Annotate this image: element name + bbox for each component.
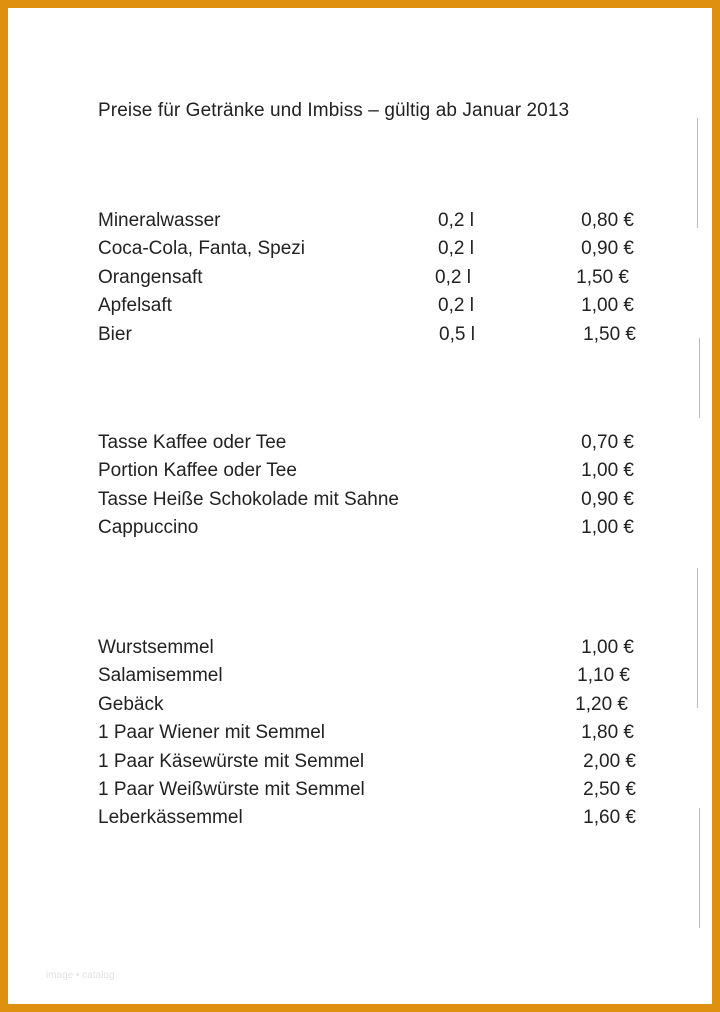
price-row (98, 517, 658, 545)
item-size: 0,2 l (438, 210, 474, 231)
item-name: Portion Kaffee oder Tee (98, 460, 297, 482)
item-name: Coca-Cola, Fanta, Spezi (98, 238, 305, 260)
item-name: Mineralwasser (98, 210, 221, 231)
item-name: Gebäck (98, 693, 164, 715)
item-price: 0,90 € (581, 238, 634, 260)
hot-drinks-section (98, 432, 658, 546)
item-name: Cappuccino (98, 517, 199, 539)
scan-edge-mark (699, 808, 700, 928)
item-price: 0,70 € (581, 432, 634, 453)
item-price: 1,60 € (583, 807, 636, 829)
price-row (98, 267, 658, 295)
scan-edge-mark (699, 338, 700, 418)
item-price: 2,00 € (583, 750, 636, 772)
item-name: 1 Paar Weißwürste mit Semmel (98, 778, 365, 800)
price-row (98, 751, 658, 779)
watermark: image • catalog (46, 970, 115, 981)
price-row (98, 779, 658, 807)
price-row (98, 432, 658, 460)
item-size: 0,2 l (435, 266, 471, 288)
price-row (98, 324, 658, 352)
item-price: 0,90 € (581, 488, 634, 510)
item-price: 0,80 € (581, 210, 634, 231)
price-row (98, 295, 658, 323)
item-price: 1,00 € (581, 517, 634, 539)
item-price: 2,50 € (583, 778, 636, 800)
item-price: 1,50 € (583, 323, 636, 345)
scan-edge-mark (697, 568, 698, 708)
item-name: Salamisemmel (98, 665, 223, 687)
price-row (98, 637, 658, 665)
scan-edge-mark (697, 118, 698, 228)
item-name: Tasse Heiße Schokolade mit Sahne (98, 488, 399, 510)
item-price: 1,00 € (581, 460, 634, 482)
item-price: 1,80 € (581, 722, 634, 744)
item-name: Tasse Kaffee oder Tee (98, 432, 287, 453)
item-name: Leberkässemmel (98, 807, 243, 829)
item-name: Apfelsaft (98, 295, 172, 317)
page-title: Preise für Getränke und Imbiss – gültig ab Januar 2013 (98, 100, 570, 121)
item-size: 0,2 l (438, 295, 474, 317)
item-price: 1,10 € (577, 665, 630, 687)
item-name: Orangensaft (98, 266, 203, 288)
price-row (98, 238, 658, 266)
item-name: Wurstsemmel (98, 637, 214, 658)
item-price: 1,50 € (576, 266, 629, 288)
price-row (98, 210, 658, 238)
snacks-section (98, 637, 658, 836)
item-name: Bier (98, 323, 132, 345)
price-row (98, 694, 658, 722)
price-row (98, 489, 658, 517)
item-price: 1,00 € (581, 295, 634, 317)
item-price: 1,20 € (575, 693, 628, 715)
item-size: 0,5 l (439, 323, 475, 345)
price-row (98, 722, 658, 750)
item-price: 1,00 € (581, 637, 634, 658)
item-size: 0,2 l (438, 238, 474, 260)
item-name: 1 Paar Wiener mit Semmel (98, 722, 326, 744)
drinks-section (98, 210, 658, 352)
price-row (98, 460, 658, 488)
price-row (98, 807, 658, 835)
item-name: 1 Paar Käsewürste mit Semmel (98, 750, 365, 772)
price-row (98, 665, 658, 693)
